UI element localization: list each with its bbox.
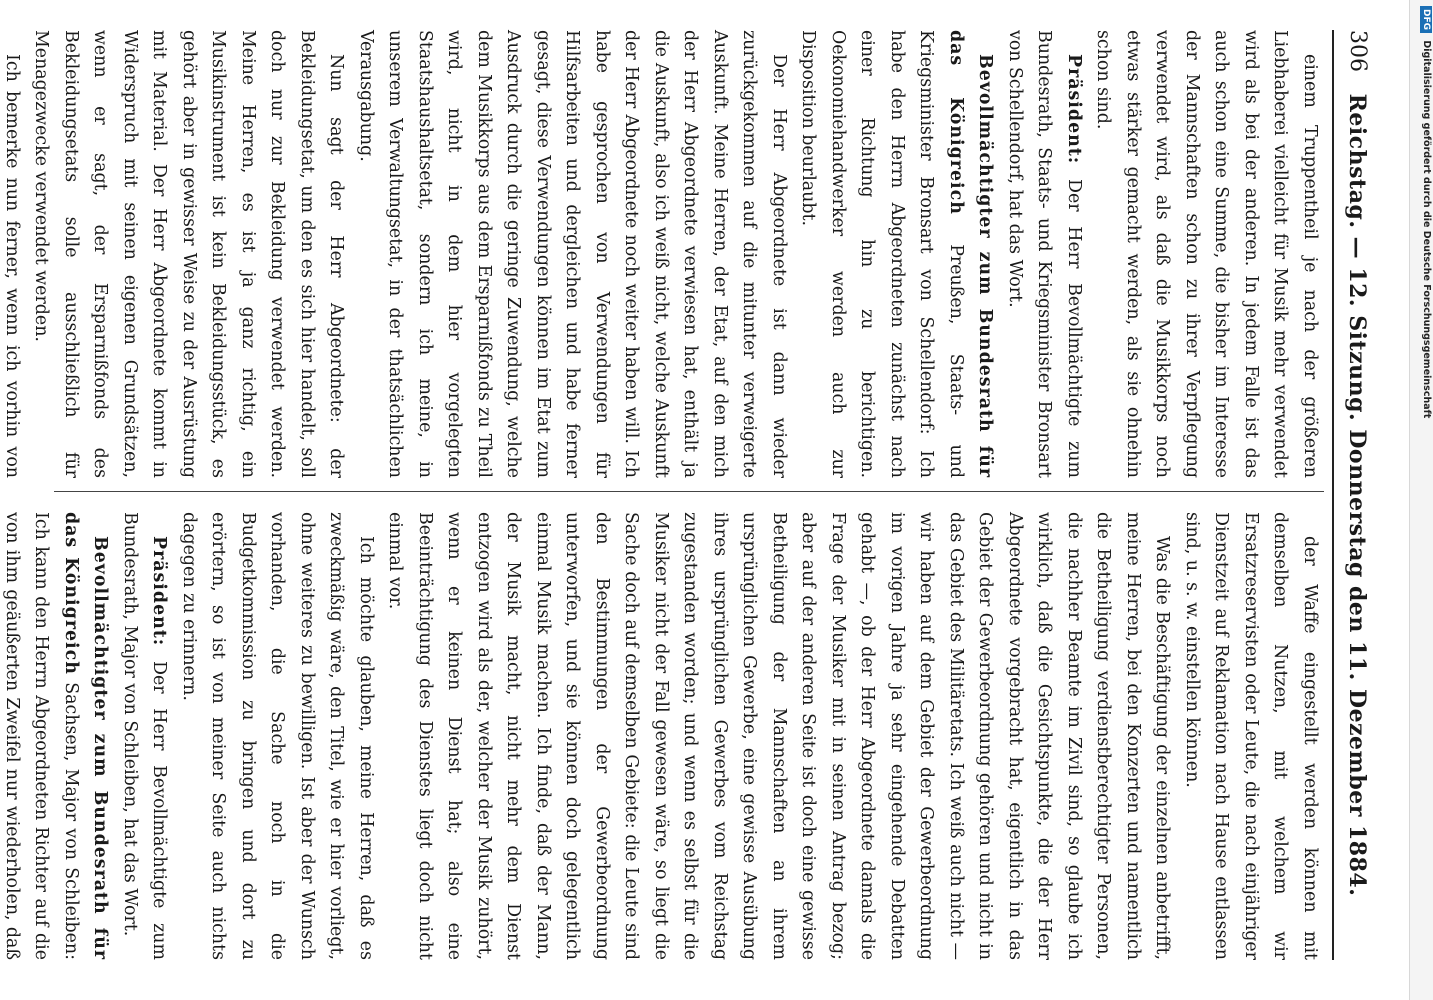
paragraph [1088, 30, 1324, 478]
paragraph-text: der Waffe eingestellt werden können mit demselben Nutzen, mit welchem wir Ersatzreservisten oder Leute, die nach einjähriger Dienstzeit auf Reklamation nach Hause entlassen sind, u. s. w. einstellen können. [1182, 512, 1320, 960]
speaker-label: Präsident: [1064, 54, 1084, 165]
dfg-logo: DFG [1420, 6, 1432, 33]
paragraph-text: Nun sagt der Herr Abgeordnete: der Bekleidungsetat, um den es sich hier handelt, soll doch nur zur Bekleidung verwendet werden. Meine Herren, es ist ja ganz richtig, ein Musikinstrument ist kein Bekleidungsstück, es gehört aber in gewisser Weise zu der Ausrüstung mit Material. Der Herr Abgeordnete kommt in Widerspruch mit seinen eigenen Grundsätzen, wenn er sagt, der Ersparnißfonds des Bekleidungsetats solle ausschließlich für Menagezwecke verwendet werden. [31, 30, 347, 478]
paragraph-text: Der Herr Bevollmächtigte zum Bundesrath, Major von Schleiben, hat das Wort. [120, 512, 170, 961]
paragraph [174, 512, 381, 960]
paragraph [351, 30, 794, 478]
paragraph-text: Der Herr Abgeordnete ist dann wieder zurückgekommen auf die mitunter verweigerte Auskunft. Meine Herren, der Etat, auf den mich der Herr Abgeordnete verwiesen hat, enthält ja die Auskunft, also ich weiß nicht, welche Auskunft der Herr Abgeordnete noch weiter haben will. Ich habe gesprochen von Verwendungen für Hilfsarbeiten und dergleichen und habe ferner gesagt, diese Verwendungen können im Etat zum Ausdruck durch die geringe Zuwendung, welche dem Musikkorps aus dem Ersparnißfonds zu Theil wird, nicht in dem hier vorgelegten Staatshaushaltsetat, sondern ich meine, in unserem Verwaltungsetat, in der thatsächlichen Verausgabung. [356, 30, 789, 478]
sidebar-text-container [1412, 6, 1432, 418]
left-column [2, 30, 1324, 479]
page-title: Reichstag. — 12. Sitzung. Donnerstag den 11. Dezember 1884. [1344, 93, 1370, 897]
paragraph [793, 30, 1000, 478]
paragraph-text: Preußen, Staats- und Kriegsminister Bronsart von Schellendorf: Ich habe den Herrn Abgeordneten zunächst nach einer Richtung hin zu berichtigen. Oekonomiehandwerker werden auch zur Disposition beurlaubt. [798, 30, 966, 478]
speaker-label: Bevollmächtigter zum Bundesrath für das Königreich [61, 512, 111, 960]
paragraph [380, 512, 1177, 960]
paragraph-text: Sachsen, Major von Schleiben: Ich kann den Herrn Abgeordneten Richter auf die von ihm geäußerten Zweifel nur wiederholen, daß [2, 512, 81, 960]
column-divider [54, 491, 1324, 492]
paragraph-text: Ich bemerke nun ferner, wenn ich vorhin von [2, 54, 22, 478]
paragraph-text: einem Truppentheil je nach der größeren Liebhaberei vielleicht für Musik mehr verwendet wird als bei der anderen. In jedem Falle ist das auch schon eine Summe, die bisher im Interesse der Mannschaften schon zu ihrer Verpflegung verwendet wird, als daß die Musikkorps noch etwas stärker gemacht werden, als sie ohnehin schon sind. [1093, 30, 1320, 478]
paragraph [1000, 30, 1089, 478]
header-rule [1332, 30, 1334, 960]
paragraph-text: Was die Beschäftigung der einzelnen anbetrifft, meine Herren, bei den Konzerten und namentlich die Betheiligung verdienstberechtigter Personen, die nachher Beamte im Zivil sind, so glaube ich wirklich, daß die Gesichtspunkte, die der Herr Abgeordnete vorgebracht hat, eigentlich in das Gebiet der Gewerbeordnung gehören und nicht in das Gebiet des Militäretats. Ich weiß auch nicht — wir haben auf dem Gebiet der Gewerbeordnung im vorigen Jahre ja sehr eingehende Debatten gehabt —, ob der Herr Abgeordnete damals die Frage der Musiker mit in seinen Antrag bezog; aber auf der anderen Seite ist doch eine gewisse Betheiligung der Mannschaften an ihrem ursprünglichen Gewerbe, eine gewisse Ausübung ihres ursprünglichen Gewerbes vom Reichstag zugestanden worden; und wenn es selbst für die Musiker nicht der Fall gewesen wäre, so liegt die Sache doch auf demselben Gebiete: die Leute sind den Bestimmungen der Gewerbeordnung unterworfen, und sie können doch gelegentlich einmal Musik machen. Ich finde, daß der Mann, der Musik macht, nicht mehr dem Dienst entzogen wird als der, welcher der Musik zuhört, wenn er keinen Dienst hat; also eine Beeinträchtigung des Dienstes liegt doch nicht einmal vor. [385, 512, 1173, 960]
paragraph [26, 30, 351, 478]
page-number: 306 [1345, 30, 1370, 72]
speaker-label: Präsident: [149, 536, 170, 647]
digitization-sidebar [1409, 0, 1433, 1000]
paragraph-text: Ich möchte glauben, meine Herren, daß es zweckmäßig wäre, den Titel, wie er hier vorliegt, ohne weiteres zu bewilligen. Ist aber der Wunsch vorhanden, die Sache noch in die Budgetkommission zu bringen und dort zu erörtern, so ist von meiner Seite auch nichts dagegen zu erinnern. [179, 512, 376, 960]
paragraph [0, 30, 26, 478]
paragraph [0, 512, 115, 960]
document-page [2, 0, 1380, 1000]
speaker-label: Bevollmächtigter zum Bundesrath für das Königreich [946, 30, 996, 478]
paragraph-text: Der Herr Bevollmächtigte zum Bundesrath, Staats- und Kriegsminister Bronsart von Schellendorf, hat das Wort. [1005, 30, 1084, 479]
paragraph [1177, 512, 1325, 960]
paragraph [115, 512, 174, 960]
sidebar-caption: Digitalisierung gefördert durch die Deutsche Forschungsgemeinschaft [1421, 40, 1432, 419]
page-header [1332, 30, 1372, 960]
right-column [2, 512, 1324, 961]
